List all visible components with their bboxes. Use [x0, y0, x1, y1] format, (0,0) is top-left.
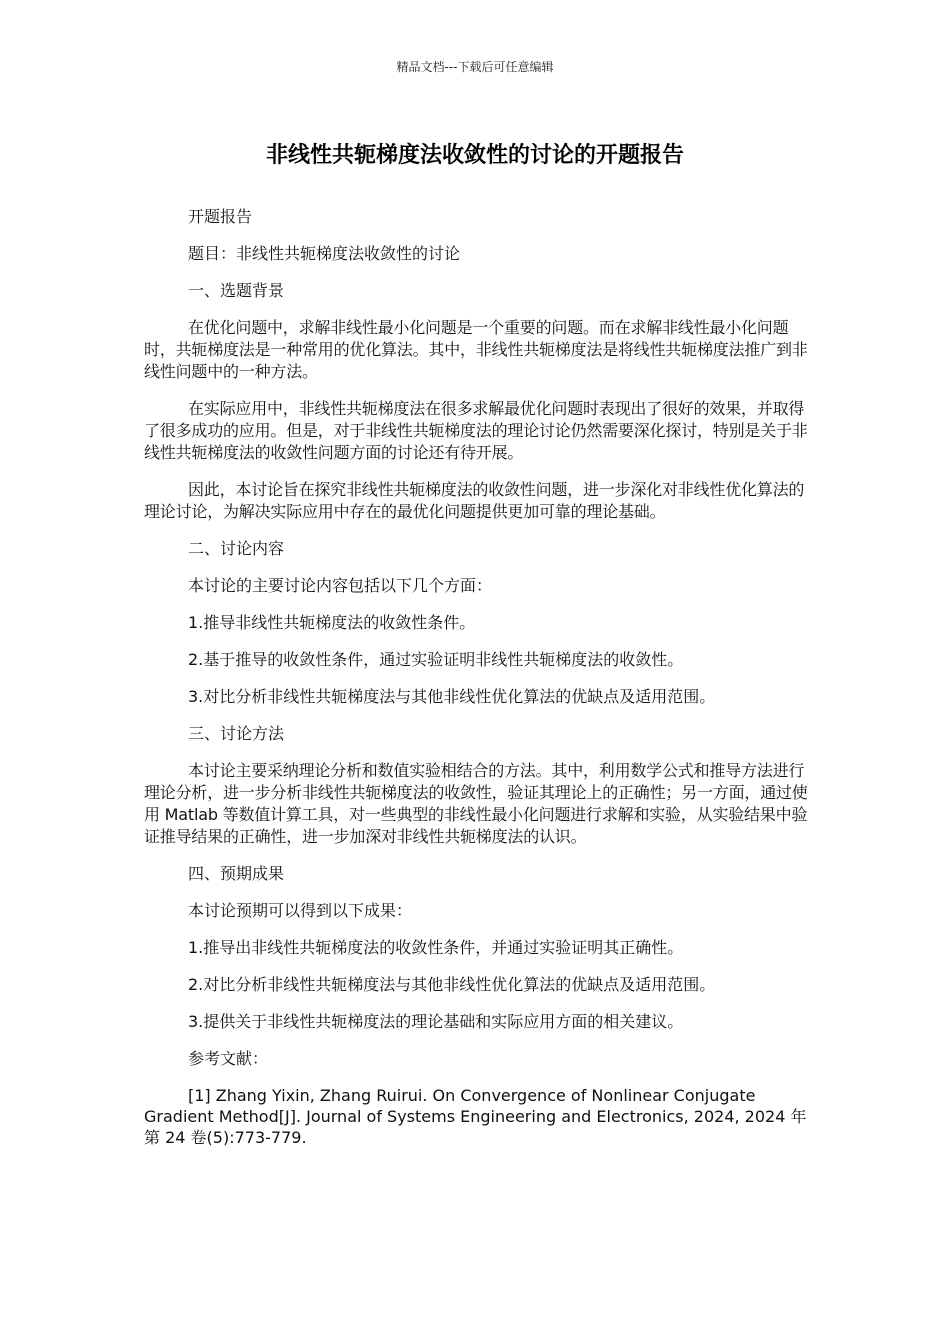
method-paragraph: 本讨论主要采纳理论分析和数值实验相结合的方法。其中，利用数学公式和推导方法进行理论分析，进一步分析非线性共轭梯度法的收敛性，验证其理论上的正确性；另一方面，通过使用 Matlab 等数值计算工具，对一些典型的非线性最小化问题进行求解和实验，从实验结果中验证推导结果的正确性，进一步加深对非线性共轭梯度法的认识。 — [144, 761, 808, 846]
section-heading-background: 一、选题背景 — [188, 281, 285, 300]
content-item-1: 1.推导非线性共轭梯度法的收敛性条件。 — [188, 613, 476, 632]
document-body — [144, 206, 812, 1148]
references-heading: 参考文献： — [188, 1049, 269, 1068]
background-paragraph-3: 因此，本讨论旨在探究非线性共轭梯度法的收敛性问题，进一步深化对非线性优化算法的理论讨论，为解决实际应用中存在的最优化问题提供更加可靠的理论基础。 — [144, 480, 805, 521]
section-heading-content: 二、讨论内容 — [188, 539, 285, 558]
report-label: 开题报告 — [188, 207, 253, 226]
content-intro: 本讨论的主要讨论内容包括以下几个方面： — [188, 576, 493, 595]
content-item-2: 2.基于推导的收敛性条件，通过实验证明非线性共轭梯度法的收敛性。 — [188, 650, 684, 669]
results-item-3: 3.提供关于非线性共轭梯度法的理论基础和实际应用方面的相关建议。 — [188, 1012, 684, 1031]
document-title: 非线性共轭梯度法收敛性的讨论的开题报告 — [265, 143, 684, 168]
content-item-3: 3.对比分析非线性共轭梯度法与其他非线性优化算法的优缺点及适用范围。 — [188, 687, 716, 706]
background-paragraph-2: 在实际应用中，非线性共轭梯度法在很多求解最优化问题时表现出了很好的效果，并取得了很多成功的应用。但是，对于非线性共轭梯度法的理论讨论仍然需要深化探讨，特别是关于非线性共轭梯度法的收敛性问题方面的讨论还有待开展。 — [144, 399, 808, 462]
reference-entry: [1] Zhang Yixin, Zhang Ruirui. On Convergence of Nonlinear Conjugate Gradient Method[J]. Journal of Systems Engineering and Electronics, 2024, 2024 年第 24 卷(5):773-779. — [144, 1086, 807, 1147]
section-heading-method: 三、讨论方法 — [188, 724, 285, 743]
results-item-1: 1.推导出非线性共轭梯度法的收敛性条件，并通过实验证明其正确性。 — [188, 938, 684, 957]
results-intro: 本讨论预期可以得到以下成果： — [188, 901, 413, 920]
background-paragraph-1: 在优化问题中，求解非线性最小化问题是一个重要的问题。而在求解非线性最小化问题时，共轭梯度法是一种常用的优化算法。其中，非线性共轭梯度法是将线性共轭梯度法推广到非线性问题中的一种方法。 — [144, 318, 808, 381]
section-heading-results: 四、预期成果 — [188, 864, 285, 883]
results-item-2: 2.对比分析非线性共轭梯度法与其他非线性优化算法的优缺点及适用范围。 — [188, 975, 716, 994]
topic-line: 题目：非线性共轭梯度法收敛性的讨论 — [188, 244, 461, 263]
header-note: 精品文档---下载后可任意编辑 — [396, 60, 554, 74]
